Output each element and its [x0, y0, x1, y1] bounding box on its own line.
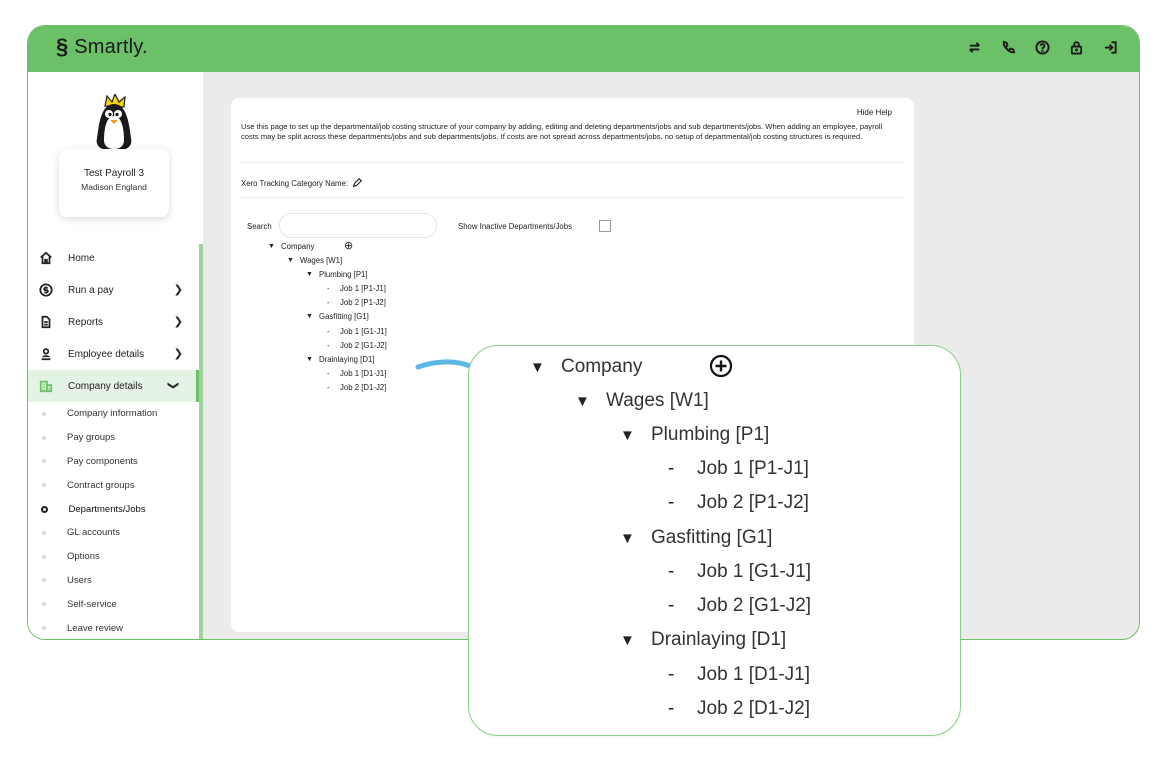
pencil-icon[interactable] — [352, 178, 362, 188]
submenu-item-label: Company information — [67, 408, 158, 420]
submenu-item[interactable] — [28, 497, 199, 521]
smartly-logo-icon: § — [56, 34, 69, 59]
tree-leaf[interactable] — [668, 594, 811, 618]
nav-home[interactable] — [28, 242, 199, 274]
expand-triangle-icon[interactable]: ▼ — [620, 631, 635, 649]
tree-leaf[interactable] — [327, 327, 387, 336]
logout-icon[interactable] — [1102, 39, 1119, 56]
tree-node-drainlaying[interactable] — [620, 628, 786, 652]
tree-node-label: Wages [W1] — [606, 390, 709, 411]
leaf-dash: - — [668, 561, 675, 582]
tree-node-label: Company — [281, 242, 315, 251]
expand-triangle-icon[interactable]: ▼ — [268, 243, 275, 250]
help-text: Use this page to set up the departmental/job costing structure of your company by adding, editing and deleting departments/jobs and sub departments/jobs. When adding an employee, payroll costs may be split across these departments/jobs and sub departments/jobs. If costs are not spread across departments/jobs, no setup of departmental/job costing structures is required. — [241, 122, 883, 142]
submenu-item[interactable] — [28, 616, 199, 640]
company-name: Test Payroll 3 — [83, 168, 145, 179]
tree-node-drainlaying[interactable] — [306, 355, 374, 364]
bullet-icon — [42, 483, 46, 487]
brand[interactable] — [56, 35, 148, 59]
nav-reports[interactable] — [28, 306, 199, 338]
bullet-icon — [42, 578, 46, 582]
submenu-item-label: Departments/Jobs — [68, 503, 146, 515]
tree-leaf[interactable] — [327, 298, 386, 307]
leaf-dash: - — [327, 369, 330, 378]
zoomed-tree-callout — [468, 345, 961, 736]
tree-node-label: Drainlaying [D1] — [651, 629, 787, 650]
tree-leaf-label: Job 1 [G1-J1] — [340, 327, 387, 336]
bullet-icon — [42, 412, 46, 416]
leaf-dash: - — [668, 595, 675, 616]
leaf-dash: - — [668, 698, 675, 719]
tree-leaf-label: Job 1 [P1-J1] — [697, 458, 809, 479]
leaf-dash: - — [668, 664, 675, 685]
zoomed-department-tree — [469, 346, 960, 735]
tree-node-label: Plumbing [P1] — [319, 270, 368, 279]
nav-company-details[interactable] — [28, 370, 199, 402]
tree-leaf[interactable] — [327, 341, 387, 350]
xero-tracking-row — [241, 178, 362, 188]
divider — [241, 197, 903, 198]
divider — [241, 162, 903, 163]
expand-triangle-icon[interactable]: ▼ — [575, 392, 590, 410]
hide-help-link[interactable]: Hide Help — [856, 108, 892, 117]
tree-leaf[interactable] — [668, 491, 809, 515]
expand-triangle-icon[interactable]: ▼ — [306, 271, 313, 278]
top-bar — [28, 26, 1139, 72]
chevron-right-icon: ❯ — [173, 284, 183, 296]
submenu-item[interactable] — [28, 450, 199, 474]
submenu-item[interactable] — [28, 426, 199, 450]
sidebar-nav — [28, 242, 199, 640]
top-icons — [966, 39, 1119, 56]
search-input[interactable] — [279, 213, 437, 238]
sidebar-scroll-rail[interactable] — [199, 244, 203, 640]
expand-triangle-icon[interactable]: ▼ — [287, 257, 294, 264]
person-icon — [38, 346, 54, 362]
bullet-icon — [42, 626, 46, 630]
tree-node-label: Gasfitting [G1] — [319, 312, 369, 321]
tree-leaf-label: Job 2 [G1-J2] — [697, 595, 812, 616]
xero-tracking-label: Xero Tracking Category Name: — [241, 178, 349, 188]
tree-node-wages[interactable] — [287, 256, 342, 265]
tree-leaf-label: Job 2 [D1-J2] — [340, 383, 387, 392]
tree-node-gasfitting[interactable] — [306, 312, 369, 321]
submenu-item-label: Options — [67, 551, 100, 563]
tree-leaf[interactable] — [327, 383, 386, 392]
submenu-item-label: GL accounts — [67, 527, 120, 539]
sidebar — [28, 72, 203, 640]
bullet-icon — [42, 555, 46, 559]
tree-leaf-label: Job 2 [D1-J2] — [697, 698, 810, 719]
leaf-dash: - — [327, 298, 330, 307]
submenu-item-label: Leave review — [67, 622, 123, 634]
leaf-dash: - — [327, 341, 330, 350]
submenu-item-label: Pay components — [67, 455, 138, 467]
user-name: Madison England — [81, 182, 147, 192]
tree-node-label: Gasfitting [G1] — [651, 527, 773, 548]
tree-leaf-label: Job 2 [G1-J2] — [340, 341, 387, 350]
switch-icon[interactable] — [966, 39, 983, 56]
company-details-submenu — [28, 402, 199, 640]
tree-node-company[interactable] — [268, 242, 314, 251]
bullet-icon — [42, 459, 46, 463]
nav-company-details-label: Company details — [68, 380, 143, 392]
phone-icon[interactable] — [1000, 39, 1017, 56]
tree-node-label: Drainlaying [D1] — [319, 355, 375, 364]
submenu-item-label: Contract groups — [67, 479, 135, 491]
tree-leaf[interactable] — [327, 284, 386, 293]
expand-triangle-icon[interactable]: ▼ — [620, 426, 635, 444]
leaf-dash: - — [327, 327, 330, 336]
submenu-item[interactable] — [28, 521, 199, 545]
expand-triangle-icon[interactable]: ▼ — [306, 313, 313, 320]
tree-node-label: Company — [561, 356, 643, 377]
tree-node-wages[interactable] — [575, 389, 709, 413]
profile-card[interactable] — [59, 149, 169, 217]
help-icon[interactable] — [1034, 39, 1051, 56]
expand-triangle-icon[interactable]: ▼ — [306, 356, 313, 363]
tree-leaf-label: Job 2 [P1-J2] — [340, 298, 386, 307]
nav-employee-details-label: Employee details — [68, 348, 145, 360]
bullet-icon — [42, 436, 46, 440]
leaf-dash: - — [327, 284, 330, 293]
submenu-item-label: Pay groups — [67, 432, 116, 444]
nav-employee-details[interactable] — [28, 338, 199, 370]
penguin-mascot-icon — [91, 94, 137, 152]
tree-node-plumbing[interactable] — [620, 423, 769, 447]
leaf-dash: - — [668, 458, 675, 479]
submenu-item[interactable] — [28, 402, 199, 426]
dollar-circle-icon — [38, 282, 54, 298]
submenu-item[interactable] — [28, 545, 199, 569]
submenu-item-label: Self-service — [67, 598, 117, 610]
home-icon — [38, 250, 54, 266]
tree-leaf-label: Job 1 [G1-J1] — [697, 561, 812, 582]
tree-node-gasfitting[interactable] — [620, 526, 772, 550]
nav-reports-label: Reports — [68, 316, 104, 328]
lock-icon[interactable] — [1068, 39, 1085, 56]
submenu-item[interactable] — [28, 592, 199, 616]
expand-triangle-icon[interactable]: ▼ — [530, 358, 545, 376]
tree-node-plumbing[interactable] — [306, 270, 368, 279]
chevron-down-icon: ❯ — [166, 380, 179, 391]
nav-run-a-pay-label: Run a pay — [68, 284, 114, 296]
chevron-right-icon: ❯ — [173, 316, 183, 328]
add-circle-icon[interactable]: ⊕ — [344, 240, 354, 252]
submenu-item-label: Users — [67, 574, 92, 586]
expand-triangle-icon[interactable]: ▼ — [620, 529, 635, 547]
tree-leaf-label: Job 2 [P1-J2] — [697, 492, 809, 513]
tree-node-label: Wages [W1] — [300, 256, 343, 265]
bullet-icon — [42, 602, 46, 606]
add-circle-icon[interactable] — [709, 354, 733, 378]
tree-leaf[interactable] — [668, 560, 811, 584]
tree-node-label: Plumbing [P1] — [651, 424, 770, 445]
show-inactive-label: Show Inactive Departments/Jobs — [458, 222, 572, 231]
bullet-icon — [42, 531, 46, 535]
submenu-item[interactable] — [28, 569, 199, 593]
active-bullet-icon — [41, 506, 48, 513]
tree-leaf-label: Job 1 [D1-J1] — [340, 369, 387, 378]
show-inactive-checkbox[interactable] — [599, 220, 611, 232]
tree-leaf[interactable] — [668, 663, 810, 687]
chevron-right-icon: ❯ — [173, 348, 183, 360]
tree-leaf[interactable] — [327, 369, 386, 378]
building-icon — [38, 378, 54, 394]
leaf-dash: - — [327, 383, 330, 392]
leaf-dash: - — [668, 492, 675, 513]
tree-leaf[interactable] — [668, 457, 809, 481]
tree-leaf-label: Job 1 [P1-J1] — [340, 284, 386, 293]
tree-leaf-label: Job 1 [D1-J1] — [697, 664, 810, 685]
nav-run-a-pay[interactable] — [28, 274, 199, 306]
document-icon — [38, 314, 54, 330]
brand-name: Smartly. — [74, 36, 148, 58]
submenu-item[interactable] — [28, 473, 199, 497]
tree-node-company[interactable] — [530, 355, 642, 379]
nav-home-label: Home — [68, 252, 95, 264]
search-label: Search — [247, 222, 272, 231]
tree-leaf[interactable] — [668, 697, 810, 721]
